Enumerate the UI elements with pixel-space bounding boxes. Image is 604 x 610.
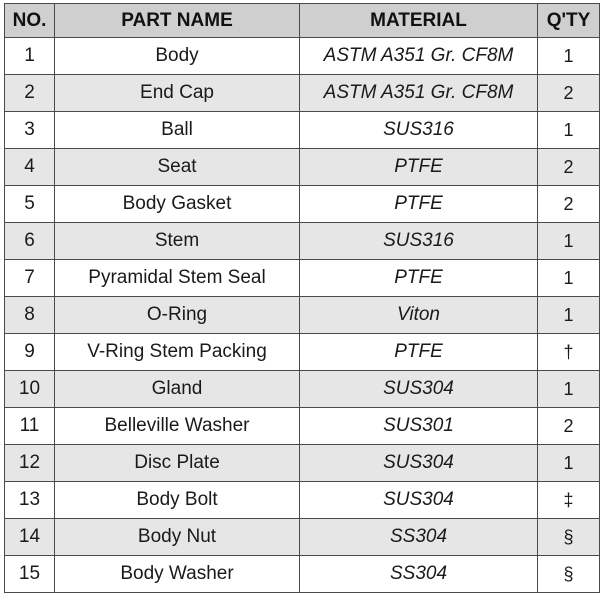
cell-part-name: Body Bolt [55, 482, 300, 519]
cell-no: 13 [5, 482, 55, 519]
cell-material: SS304 [300, 519, 538, 556]
cell-material: SUS316 [300, 112, 538, 149]
table-header-row [5, 4, 600, 38]
cell-material: PTFE [300, 186, 538, 223]
table-row [5, 445, 600, 482]
cell-material: ASTM A351 Gr. CF8M [300, 38, 538, 75]
table-row [5, 408, 600, 445]
cell-qty: 2 [538, 75, 600, 112]
cell-material: Viton [300, 297, 538, 334]
cell-material: SUS304 [300, 482, 538, 519]
cell-qty: 1 [538, 371, 600, 408]
cell-no: 12 [5, 445, 55, 482]
table-row [5, 75, 600, 112]
cell-material: ASTM A351 Gr. CF8M [300, 75, 538, 112]
header-material: MATERIAL [300, 4, 538, 38]
table-row [5, 186, 600, 223]
cell-no: 2 [5, 75, 55, 112]
cell-part-name: Pyramidal Stem Seal [55, 260, 300, 297]
parts-list [4, 3, 600, 593]
cell-qty: 1 [538, 38, 600, 75]
cell-material: PTFE [300, 149, 538, 186]
cell-part-name: O-Ring [55, 297, 300, 334]
table-row [5, 371, 600, 408]
cell-no: 3 [5, 112, 55, 149]
cell-qty: 2 [538, 408, 600, 445]
cell-material: SUS304 [300, 445, 538, 482]
table-row [5, 519, 600, 556]
header-qty: Q'TY [538, 4, 600, 38]
header-part-name: PART NAME [55, 4, 300, 38]
header-no: NO. [5, 4, 55, 38]
cell-qty: 1 [538, 223, 600, 260]
cell-qty: § [538, 519, 600, 556]
cell-material: PTFE [300, 260, 538, 297]
cell-part-name: Body Nut [55, 519, 300, 556]
cell-part-name: Belleville Washer [55, 408, 300, 445]
cell-part-name: End Cap [55, 75, 300, 112]
cell-part-name: V-Ring Stem Packing [55, 334, 300, 371]
parts-table [4, 3, 600, 593]
cell-part-name: Body Gasket [55, 186, 300, 223]
cell-no: 8 [5, 297, 55, 334]
cell-no: 15 [5, 556, 55, 593]
table-row [5, 297, 600, 334]
cell-material: SS304 [300, 556, 538, 593]
cell-part-name: Stem [55, 223, 300, 260]
cell-part-name: Body Washer [55, 556, 300, 593]
cell-material: SUS301 [300, 408, 538, 445]
table-row [5, 38, 600, 75]
cell-no: 1 [5, 38, 55, 75]
cell-no: 9 [5, 334, 55, 371]
cell-part-name: Seat [55, 149, 300, 186]
table-row [5, 482, 600, 519]
cell-no: 4 [5, 149, 55, 186]
cell-material: SUS316 [300, 223, 538, 260]
cell-qty: 1 [538, 445, 600, 482]
cell-part-name: Ball [55, 112, 300, 149]
cell-qty: ‡ [538, 482, 600, 519]
table-row [5, 223, 600, 260]
cell-qty: 1 [538, 112, 600, 149]
cell-qty: 2 [538, 149, 600, 186]
cell-material: SUS304 [300, 371, 538, 408]
cell-no: 5 [5, 186, 55, 223]
cell-no: 6 [5, 223, 55, 260]
cell-part-name: Gland [55, 371, 300, 408]
cell-part-name: Body [55, 38, 300, 75]
table-row [5, 556, 600, 593]
cell-qty: † [538, 334, 600, 371]
cell-qty: 1 [538, 297, 600, 334]
table-row [5, 112, 600, 149]
cell-part-name: Disc Plate [55, 445, 300, 482]
cell-material: PTFE [300, 334, 538, 371]
cell-qty: 2 [538, 186, 600, 223]
cell-no: 11 [5, 408, 55, 445]
table-row [5, 334, 600, 371]
cell-qty: § [538, 556, 600, 593]
cell-no: 10 [5, 371, 55, 408]
cell-no: 14 [5, 519, 55, 556]
table-row [5, 149, 600, 186]
cell-no: 7 [5, 260, 55, 297]
cell-qty: 1 [538, 260, 600, 297]
table-row [5, 260, 600, 297]
